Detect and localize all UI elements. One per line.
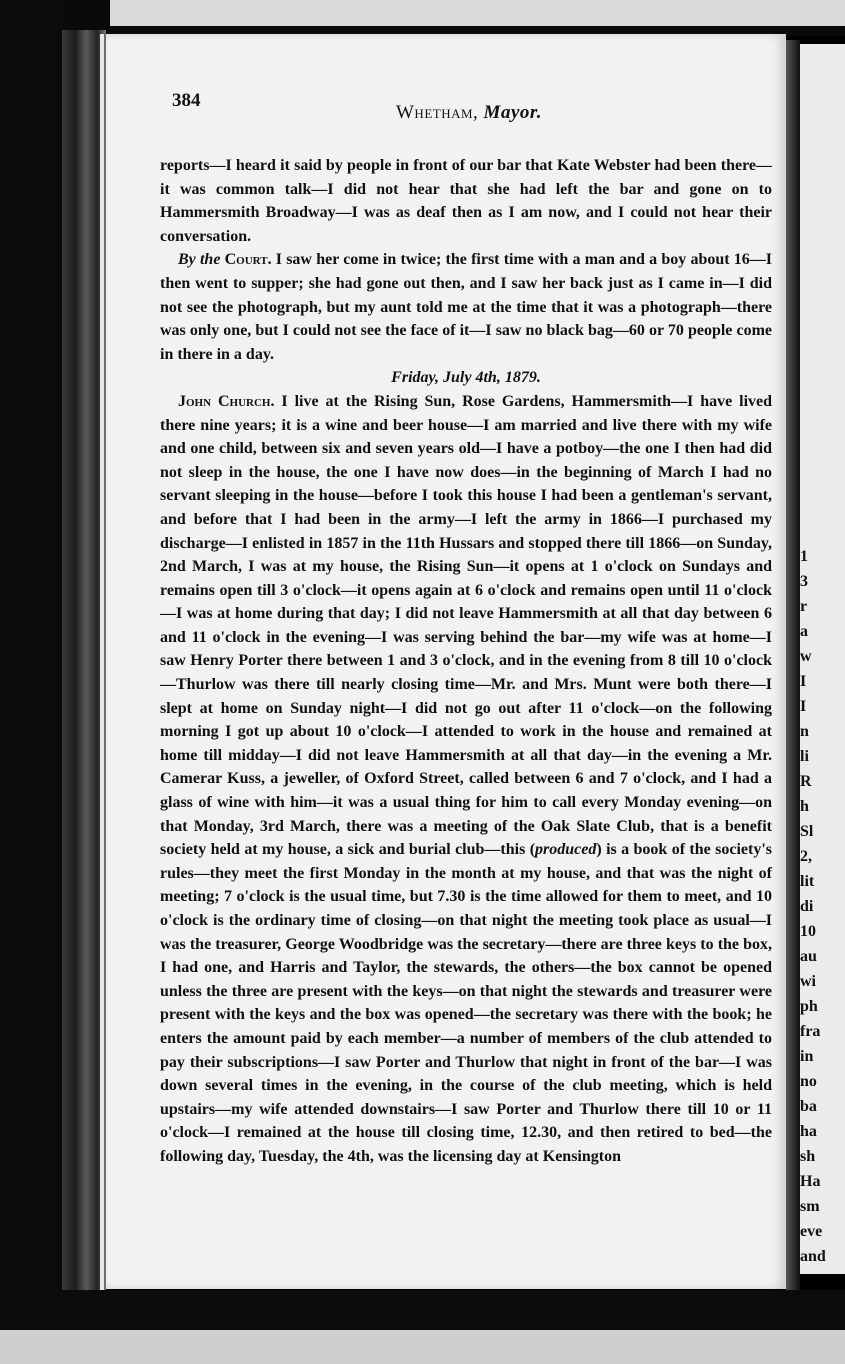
paragraph-john-church: [160, 390, 772, 1169]
testimony-part-b: ) is a book of the society's rules—they meet the first Monday in the month at my house, and that was the night of meeting; 7 o'clock is the usual time, but 7.30 is the time allowed for them to meet, and 10 o'clock is the ordinary time of closing—on that night the meeting took place as usual—I was the treasurer, George Woodbridge was the secretary—there are three keys to the box, I had one, and Harris and Taylor, the stewards, the others—the box cannot be opened unless the three are present with the keys—on that night the stewards and treasurer were present with the keys and the box was opened—the secretary was there with the book; he enters the amount paid by each member—a number of members of the club attended to pay their subscriptions—I saw Porter and Thurlow that night in front of the bar—I was down several times in the evening, in the course of the club meeting, which is held upstairs—my wife attended downstairs—I saw Porter and Thurlow there till 10 or 11 o'clock—I remained at the house till closing time, 12.30, and then retired to bed—the following day, Tuesday, the 4th, was the licensing day at Kensington: [160, 841, 773, 1165]
facing-page-line: [800, 244, 845, 269]
facing-page-line: no: [800, 1073, 817, 1090]
facing-page-line: sm: [800, 1198, 820, 1215]
facing-page-line: I: [800, 698, 807, 715]
facing-page-line: au: [800, 948, 817, 965]
facing-page-line: eve: [800, 1223, 823, 1240]
facing-page-line: and: [800, 1248, 826, 1265]
facing-page-line: di: [800, 898, 814, 915]
testimony-part-a: I live at the Rising Sun, Rose Gardens, Hammersmith—I have lived there nine years; it is a wine and beer house—I am married and live there with my wife and one child, between six and seven years old—I have a potboy—the one I then had did not sleep in the house, the one I have now does—in the beginning of March I had no servant sleeping in the house—before I took this house I had been a gentleman's servant, and before that I had been in the army—I left the army in 1866—I purchased my discharge—I enlisted in 1857 in the 11th Hussars and stopped there till 1866—on Sunday, 2nd March, I was at my house, the Rising Sun—it opens at 1 o'clock on Sundays and remains open till 3 o'clock—it opens again at 6 o'clock and remains open until 11 o'clock—I was at home during that day; I did not leave Hammersmith at all that day between 6 and 11 o'clock in the evening—I was serving behind the bar—my wife was at home—I saw Henry Porter there between 1 and 3 o'clock, and in the evening from 8 till 10 o'clock—Thurlow was there till nearly closing time—Mr. and Mrs. Munt were both there—I slept at home on Sunday night—I did not go out after 11 o'clock—on the following morning I got up about 10 o'clock—I attended to work in the house and remained at home till midday—I did not leave Hammersmith at all that day—in the evening a Mr. Camerar Kuss, a jeweller, of Oxford Street, called between 6 and 7 o'clock, and I had a glass of wine with him—it was a usual thing for him to call every Monday evening—on that Monday, 3rd March, there was a meeting of the Oak Slate Club, that is a benefit society held at my house, a sick and burial club—this (: [160, 392, 773, 859]
facing-page-line: ha: [800, 1123, 817, 1140]
facing-page-line: [800, 44, 845, 69]
facing-page-line: fra: [800, 1023, 821, 1040]
facing-page-line: [800, 219, 845, 244]
facing-page-line: [800, 494, 845, 519]
facing-page-line: wi: [800, 973, 816, 990]
facing-page-line: [800, 294, 845, 319]
facing-page-line: r: [800, 598, 808, 615]
scan-bottom-border: [60, 1290, 845, 1330]
facing-page-line: ph: [800, 998, 818, 1015]
court-speaker: Court.: [224, 251, 272, 269]
facing-page-line: [800, 169, 845, 194]
facing-page-line: [800, 69, 845, 94]
facing-page-line: li: [800, 748, 809, 765]
facing-page-line: [800, 469, 845, 494]
facing-page-line: [800, 419, 845, 444]
facing-page-line: a: [800, 623, 808, 640]
facing-page-line: [800, 444, 845, 469]
facing-page-line: in: [800, 1048, 814, 1065]
facing-page-line: [800, 194, 845, 219]
scan-bottom-background: [0, 1330, 845, 1364]
date-heading: Friday, July 4th, 1879.: [391, 369, 541, 387]
facing-page-line: [800, 519, 845, 544]
produced-note: produced: [535, 841, 597, 859]
book-page: [106, 34, 786, 1289]
facing-page-line: lit: [800, 873, 815, 890]
court-lead: By the: [178, 251, 221, 269]
facing-page-line: n: [800, 723, 809, 740]
facing-page-line: [800, 319, 845, 344]
facing-page-line: w: [800, 648, 812, 665]
court-testimony: I saw her come in twice; the first time with a man and a boy about 16—I then went to supper; she had gone out then, and I saw her back just as I came in—I did not see the photograph, but my aunt told me at the time that it was a photograph—there was only one, but I could not see the face of it—I saw no black bag—60 or 70 people come in there in a day.: [160, 251, 773, 363]
facing-page-line: [800, 94, 845, 119]
facing-page-line: [800, 144, 845, 169]
scan-top-background: [110, 0, 845, 26]
page-gutter: [786, 40, 800, 1290]
facing-page-line: 2,: [800, 848, 812, 865]
witness-name: John Church.: [178, 392, 275, 410]
facing-page-line: I: [800, 673, 807, 690]
facing-page-line: R: [800, 773, 812, 790]
page-edge-highlight: [100, 34, 104, 1296]
facing-page-line: [800, 344, 845, 369]
facing-page-line: 3: [800, 573, 808, 590]
facing-page-fragment: [800, 44, 845, 1274]
running-head: [396, 102, 542, 124]
facing-page-line: [800, 119, 845, 144]
facing-page-line: Sl: [800, 823, 814, 840]
facing-page-line: 1: [800, 548, 808, 565]
facing-page-line: [800, 269, 845, 294]
paragraph-court: [160, 248, 772, 366]
facing-page-line: h: [800, 798, 809, 815]
facing-page-line: Ha: [800, 1173, 821, 1190]
facing-page-line: [800, 369, 845, 394]
facing-page-line: ba: [800, 1098, 817, 1115]
facing-page-line: sh: [800, 1148, 816, 1165]
scan-left-border: [0, 0, 62, 1364]
running-head-name: Whetham,: [396, 102, 479, 123]
facing-page-line: [800, 394, 845, 419]
page-number: 384: [172, 90, 201, 111]
page-body: [160, 154, 772, 1169]
facing-page-line: 10: [800, 923, 816, 940]
running-head-title: Mayor.: [483, 102, 542, 123]
paragraph-reports: reports—I heard it said by people in front of our bar that Kate Webster had been there—it was common talk—I did not hear that she had left the bar and gone on to Hammersmith Broadway—I was as deaf then as I am now, and I could not hear their conversation.: [160, 157, 772, 245]
